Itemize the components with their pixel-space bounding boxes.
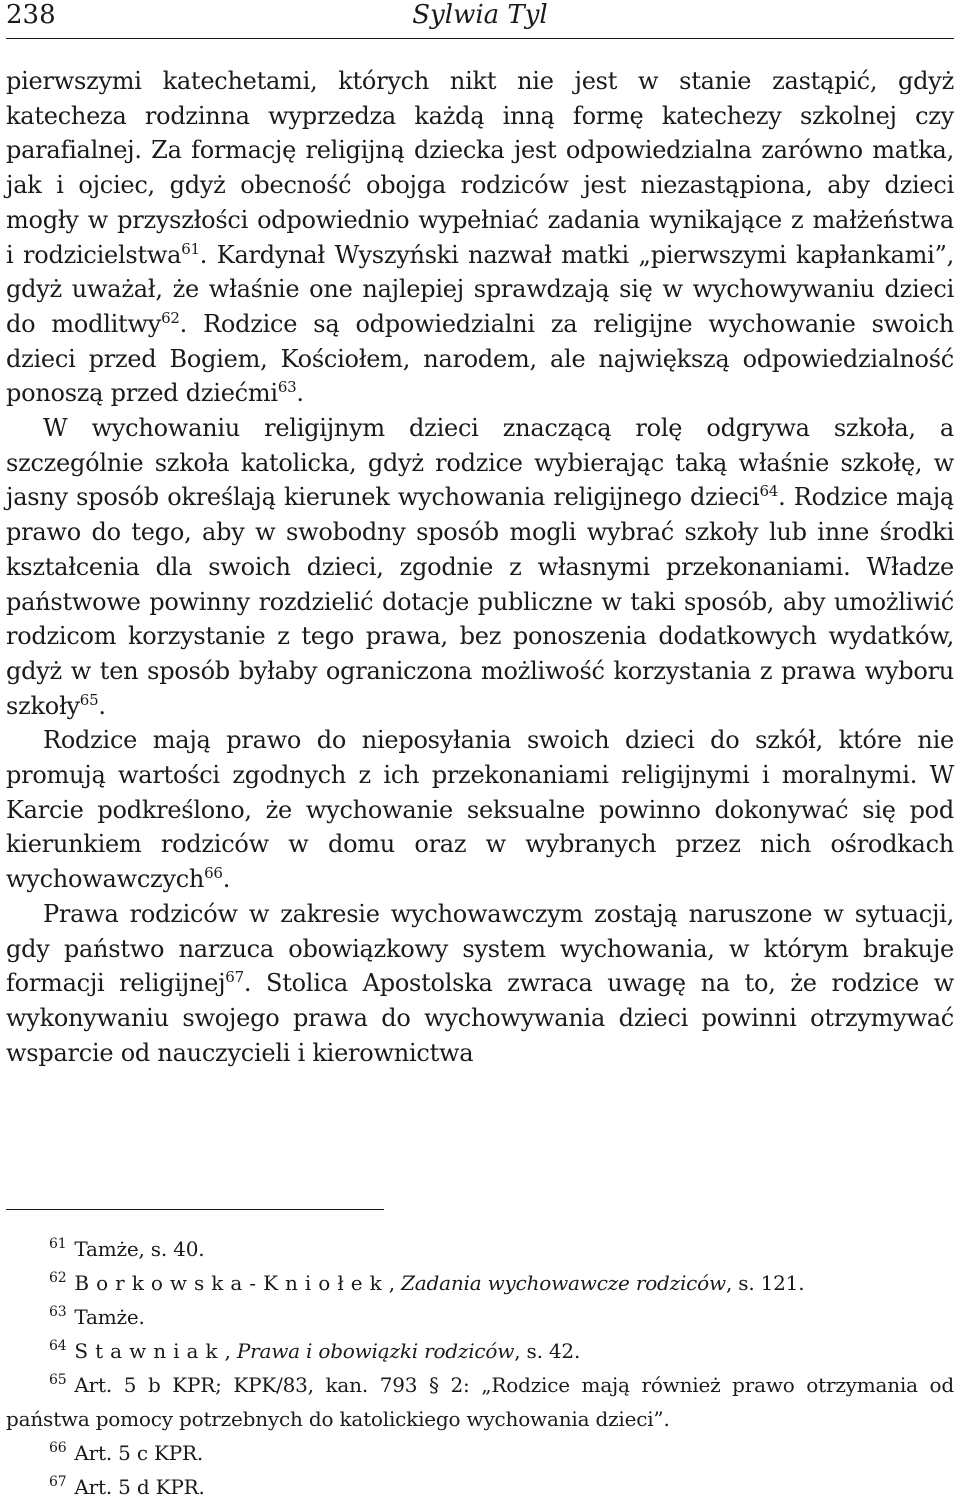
footnote-ref[interactable]: 61 — [181, 239, 200, 258]
footnote-rule — [6, 1209, 384, 1210]
paragraph-2: W wychowaniu religijnym dzieci znaczącą rolę odgrywa szkoła, a szczególnie szkoła katolicka, gdyż rodzice wybierając taką właśnie szkołę, w jasny sposób określają kierunek wychowania religijnego dzieci$^{64}$. Rodzice mają prawo do tego, aby w swobodny sposób mogli wybrać szkoły lub inne środki kształcenia dla swoich dzieci, zgodnie z własnymi przekonaniami. Władze państwowe powinny rozdzielić dotacje publiczne w taki sposób, aby umożliwić rodzicom korzystanie z tego prawa, bez ponoszenia dodatkowych wydatków, gdyż w ten sposób byłaby ograniczona możliwość korzystania z prawa wyboru szkoły$^{65}$. — [6, 414, 954, 720]
footnote-67: $^{67}$ Art. 5 d KPR. — [49, 1474, 205, 1499]
footnote-62: $^{62}$ Borkowska-Kniołek, Zadania wychowawcze rodziców, s. 121. — [49, 1270, 805, 1295]
page-header — [6, 0, 954, 36]
paragraph-4: Prawa rodziców w zakresie wychowawczym zostają naruszone w sytuacji, gdy państwo narzuca obowiązkowy system wychowania, w którym brakuje formacji religijnej$^{67}$. Stolica Apostolska zwraca uwagę na to, że rodzice w wykonywaniu swojego prawa do wychowywania dzieci powinni otrzymywać wsparcie od nauczycieli i kierownictwa — [6, 899, 955, 1067]
running-head-author: Sylwia Tyl — [412, 0, 548, 30]
footnote-ref[interactable]: 64 — [759, 482, 779, 501]
footnote-66: $^{66}$ Art. 5 c KPR. — [49, 1440, 204, 1465]
footnote-64: $^{64}$ Stawniak, Prawa i obowiązki rodziców, s. 42. — [49, 1338, 581, 1363]
footnotes — [6, 1232, 954, 1504]
footnote-ref[interactable]: 67 — [225, 968, 244, 987]
footnote-author: Stawniak — [74, 1339, 225, 1363]
main-text — [6, 64, 954, 1070]
footnote-65: $^{65}$ Art. 5 b KPR; KPK/83, kan. 793 § 2: „Rodzice mają również prawo otrzymania od państwa pomocy potrzebnych do katolickiego wychowania dzieci”. — [6, 1372, 954, 1431]
footnote-63: $^{63}$ Tamże. — [49, 1304, 145, 1329]
footnote-author: Borkowska-Kniołek — [74, 1271, 389, 1295]
paragraph-1: pierwszymi katechetami, których nikt nie jest w stanie zastąpić, gdyż katecheza rodzinna wyprzedza każdą inną formę katechezy szkolnej czy parafialnej. Za formację religijną dziecka jest odpowiedzialna zarówno matka, jak i ojciec, gdyż obecność obojga rodziców jest niezastąpiona, aby dzieci mogły w przyszłości odpowiednio wypełniać zadania wynikające z małżeństwa i rodzicielstwa$^{61}$. Kardynał Wyszyński nazwał matki „pierwszymi kapłankami”, gdyż uważał, że właśnie one najlepiej sprawdzają się w wychowywaniu dzieci do modlitwy$^{62}$. Rodzice są odpowiedzialni za religijne wychowanie swoich dzieci przed Bogiem, Kościołem, narodem, ale największą odpowiedzialność ponoszą przed dziećmi$^{63}$. — [6, 67, 955, 408]
footnote-title: Prawa i obowiązki rodziców — [236, 1339, 515, 1363]
header-rule — [6, 38, 954, 39]
footnote-ref[interactable]: 63 — [277, 378, 297, 397]
paragraph-3: Rodzice mają prawo do nieposyłania swoich dzieci do szkół, które nie promują wartości zgodnych z ich przekonaniami religijnymi i moralnymi. W Karcie podkreślono, że wychowanie seksualne powinno dokonywać się pod kierunkiem rodziców w domu oraz w wybranych przez nich ośrodkach wychowawczych$^{66}$. — [6, 726, 954, 894]
footnote-61: $^{61}$ Tamże, s. 40. — [49, 1236, 205, 1261]
footnote-ref[interactable]: 62 — [161, 308, 180, 327]
footnote-title: Zadania wychowawcze rodziców — [401, 1271, 726, 1295]
page-number: 238 — [6, 0, 56, 30]
footnote-ref[interactable]: 66 — [204, 864, 223, 883]
footnote-ref[interactable]: 65 — [79, 690, 99, 709]
